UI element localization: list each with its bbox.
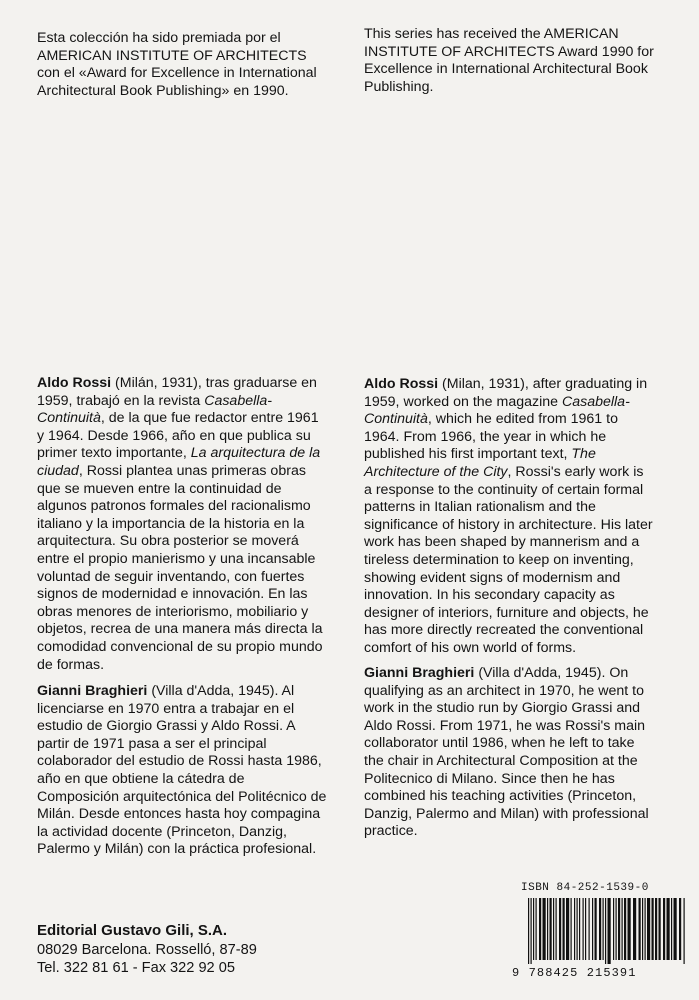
bio-gianni-braghieri-english: Gianni Braghieri (Villa d'Adda, 1945). On qualifying as an architect in 1970, he went to work in the studio run by Giorgio Grassi and Aldo Rossi. From 1971, he was Rossi's main collaborator until 1986, when he left to take the chair in Architectural Composition at the Politecnico di Milano. Since then he has combined his teaching activities (Princeton, Danzig, Palermo and Milan) with professional practice.: [364, 665, 649, 840]
publisher-address: 08029 Barcelona. Rosselló, 87-89: [37, 941, 257, 958]
barcode-bar: [563, 898, 565, 960]
barcode-bar: [553, 898, 554, 960]
barcode-bar: [574, 898, 575, 960]
barcode-bar: [618, 898, 620, 960]
magazine-title: Casabella- Continuità: [37, 392, 273, 427]
award-notice-spanish: Esta colección ha sido premiada por el AMERICAN INSTITUTE OF ARCHITECTS con el «Award for Excellence in International Architectural Book Publishing» en 1990.: [37, 30, 317, 99]
bio-aldo-rossi-english: Aldo Rossi (Milan, 1931), after graduating in 1959, worked on the magazine Casabella- Continuità, which he edited from 1961 to 1964. From 1966, the year in which he published his first important text, The Architecture of the City, Rossi's early work is a response to the continuity of certain formal patterns in Italian rationalism and the significance of history in architecture. His later work has been shaped by mannerism and a tireless determination to keep on inventing, showing evident signs of modernism and innovation. In his secondary capacity as designer of interiors, furniture and objects, he has more directly recreated the conventional comfort of his own world of forms.: [364, 376, 653, 656]
publisher-name: Editorial Gustavo Gili, S.A.: [37, 922, 228, 939]
barcode-bar: [674, 898, 677, 960]
barcode-bar: [577, 898, 578, 960]
barcode-bar: [622, 898, 623, 960]
barcode-bar: [547, 898, 548, 960]
isbn-label: ISBN 84-252-1539-0: [521, 882, 649, 894]
barcode-bar: [589, 898, 590, 960]
barcode-bar: [550, 898, 552, 960]
barcode-bar: [652, 898, 654, 960]
barcode-bar: [608, 898, 611, 964]
barcode-bar: [559, 898, 561, 960]
barcode-bar: [659, 898, 661, 960]
barcode-bar: [556, 898, 557, 960]
barcode-bar: [571, 898, 572, 960]
barcode-bar: [539, 898, 541, 960]
barcode-bar: [592, 898, 593, 960]
barcode-bar: [628, 898, 631, 960]
barcode-bar: [647, 898, 650, 960]
publisher-phone: Tel. 322 81 61 - Fax 322 92 05: [37, 960, 235, 976]
barcode-bar: [533, 898, 534, 960]
barcode-bar: [583, 898, 584, 960]
bio-name: Aldo Rossi: [364, 376, 439, 392]
barcode-bar: [543, 898, 546, 960]
barcode-bar: [528, 898, 529, 964]
magazine-title: Casabella- Continuità: [364, 393, 630, 428]
barcode-bar: [585, 898, 586, 960]
bio-aldo-rossi-spanish: Aldo Rossi (Milán, 1931), tras graduarse en 1959, trabajó en la revista Casabella- Continuità, de la que fue redactor entre 1961 y 1964. Desde 1966, año en que publica su primer texto importante, La arquitectura de la ciudad, Rossi plantea unas primeras obras que se mueven entre la continuidad de algunos patronos formales del racionalismo italiano y la importancia de la historia en la arquitectura. Su obra posterior se moverá entre el propio manierismo y una incansable voluntad de seguir inventando, con fuertes signos de modernidad e innovación. En las obras menores de interiorismo, mobiliario y objetos, recrea de una manera más directa la comodidad convencional de su propio mundo de formas.: [37, 375, 323, 673]
barcode-digits: 9 788425 215391: [512, 966, 637, 980]
barcode-bar: [633, 898, 636, 960]
barcode-bar: [667, 898, 670, 960]
barcode-bar: [663, 898, 665, 960]
barcode-bar: [642, 898, 643, 960]
barcode-bar: [579, 898, 580, 960]
barcode-bar: [684, 898, 685, 964]
barcode-bar: [645, 898, 646, 960]
barcode-bar: [613, 898, 614, 960]
barcode-bar: [624, 898, 626, 960]
book-title: La arquitectura de la ciudad: [37, 445, 321, 479]
publisher-info: [37, 922, 337, 978]
barcode-bar: [595, 898, 597, 960]
barcode-icon: [528, 898, 686, 964]
barcode-bar: [603, 898, 604, 960]
barcode-bar: [599, 898, 601, 960]
book-title: The Architecture of the City: [364, 446, 596, 480]
barcode-bar: [671, 898, 672, 960]
bio-name: Aldo Rossi: [37, 375, 112, 391]
bio-name: Gianni Braghieri: [364, 665, 475, 681]
bio-name: Gianni Braghieri: [37, 683, 148, 699]
barcode-bar: [679, 898, 681, 960]
award-notice-english: This series has received the AMERICAN INSTITUTE OF ARCHITECTS Award 1990 for Excellence in International Architectural Book Publishing.: [364, 26, 654, 95]
barcode-bar: [566, 898, 569, 960]
barcode-bar: [639, 898, 641, 960]
barcode-bar: [536, 898, 537, 960]
barcode-bar: [655, 898, 657, 960]
bio-gianni-braghieri-spanish: Gianni Braghieri (Villa d'Adda, 1945). Al licenciarse en 1970 entra a trabajar en el estudio de Giorgio Grassi y Aldo Rossi. A partir de 1971 pasa a ser el principal colaborador del estudio de Rossi hasta 1986, año en que obtiene la cátedra de Composición arquitectónica del Politécnico de Milán. Desde entonces hasta hoy compagina la actividad docente (Princeton, Danzig, Palermo y Milán) con la práctica profesional.: [37, 683, 327, 858]
barcode-bar: [616, 898, 617, 960]
barcode-bar: [531, 898, 532, 964]
barcode-bar: [605, 898, 606, 964]
